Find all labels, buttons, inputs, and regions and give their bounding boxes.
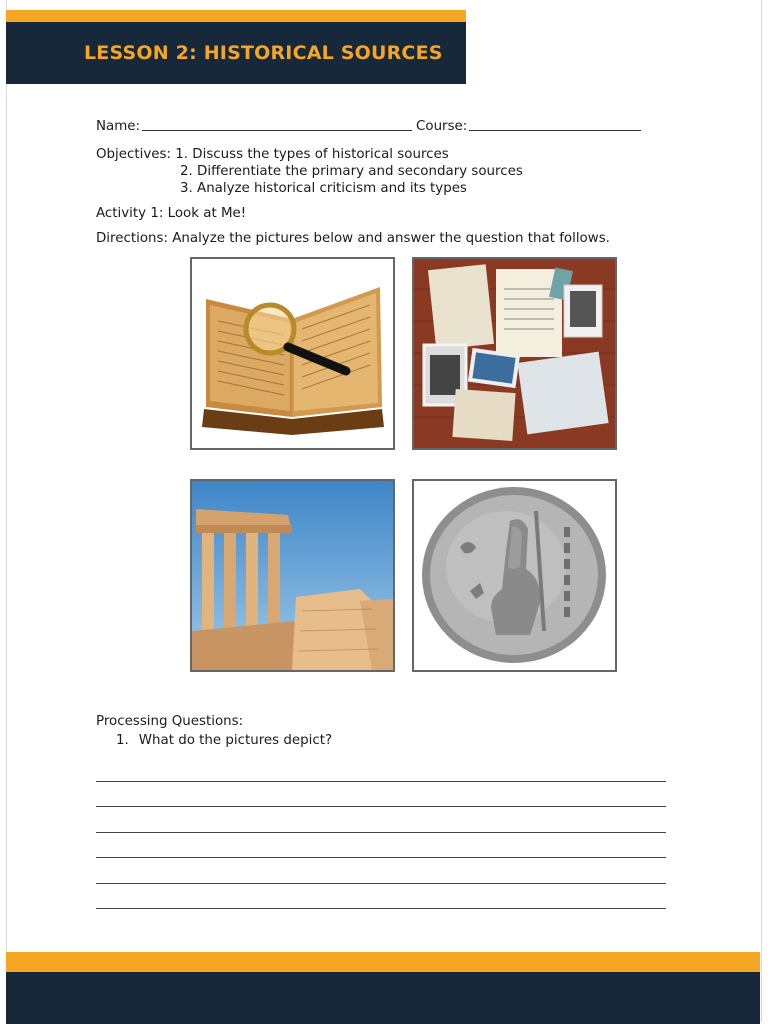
lesson-header bbox=[6, 10, 466, 88]
worksheet-content bbox=[96, 114, 670, 247]
lesson-title: LESSON 2: HISTORICAL SOURCES bbox=[84, 42, 443, 64]
objectives-label: Objectives: bbox=[96, 147, 171, 162]
objectives bbox=[96, 146, 670, 197]
name-label: Name: bbox=[96, 119, 141, 134]
historical-documents-collage-image bbox=[412, 257, 617, 450]
activity-title: Activity 1: Look at Me! bbox=[96, 206, 247, 221]
question-text: What do the pictures depict? bbox=[138, 733, 333, 748]
answer-line[interactable] bbox=[96, 782, 666, 808]
header-title-bar bbox=[6, 22, 466, 84]
footer-bar bbox=[6, 972, 760, 1024]
footer-accent-bar bbox=[6, 952, 760, 972]
objective-item: 3. Analyze historical criticism and its types bbox=[180, 181, 467, 196]
question-item bbox=[96, 733, 666, 748]
course-label: Course: bbox=[416, 119, 468, 134]
objective-item: 1. Discuss the types of historical sources bbox=[175, 147, 449, 162]
question-number: 1. bbox=[116, 733, 129, 748]
answer-lines bbox=[96, 756, 666, 909]
picture-grid bbox=[190, 257, 622, 677]
processing-questions bbox=[96, 714, 666, 909]
header-accent-bar bbox=[6, 10, 466, 22]
old-book-with-magnifier-image bbox=[190, 257, 395, 450]
answer-line[interactable] bbox=[96, 858, 666, 884]
activity-directions: Directions: Analyze the pictures below and answer the question that follows. bbox=[96, 231, 610, 246]
answer-line[interactable] bbox=[96, 884, 666, 910]
page-footer bbox=[6, 952, 760, 1024]
name-field[interactable] bbox=[142, 118, 412, 131]
answer-line[interactable] bbox=[96, 756, 666, 782]
ancient-ruins-image bbox=[190, 479, 395, 672]
answer-line[interactable] bbox=[96, 807, 666, 833]
objective-item: 2. Differentiate the primary and secondary sources bbox=[180, 164, 523, 179]
name-course-row bbox=[96, 114, 670, 134]
course-field[interactable] bbox=[469, 118, 641, 131]
ancient-coin-image bbox=[412, 479, 617, 672]
answer-line[interactable] bbox=[96, 833, 666, 859]
processing-questions-label: Processing Questions: bbox=[96, 714, 244, 729]
